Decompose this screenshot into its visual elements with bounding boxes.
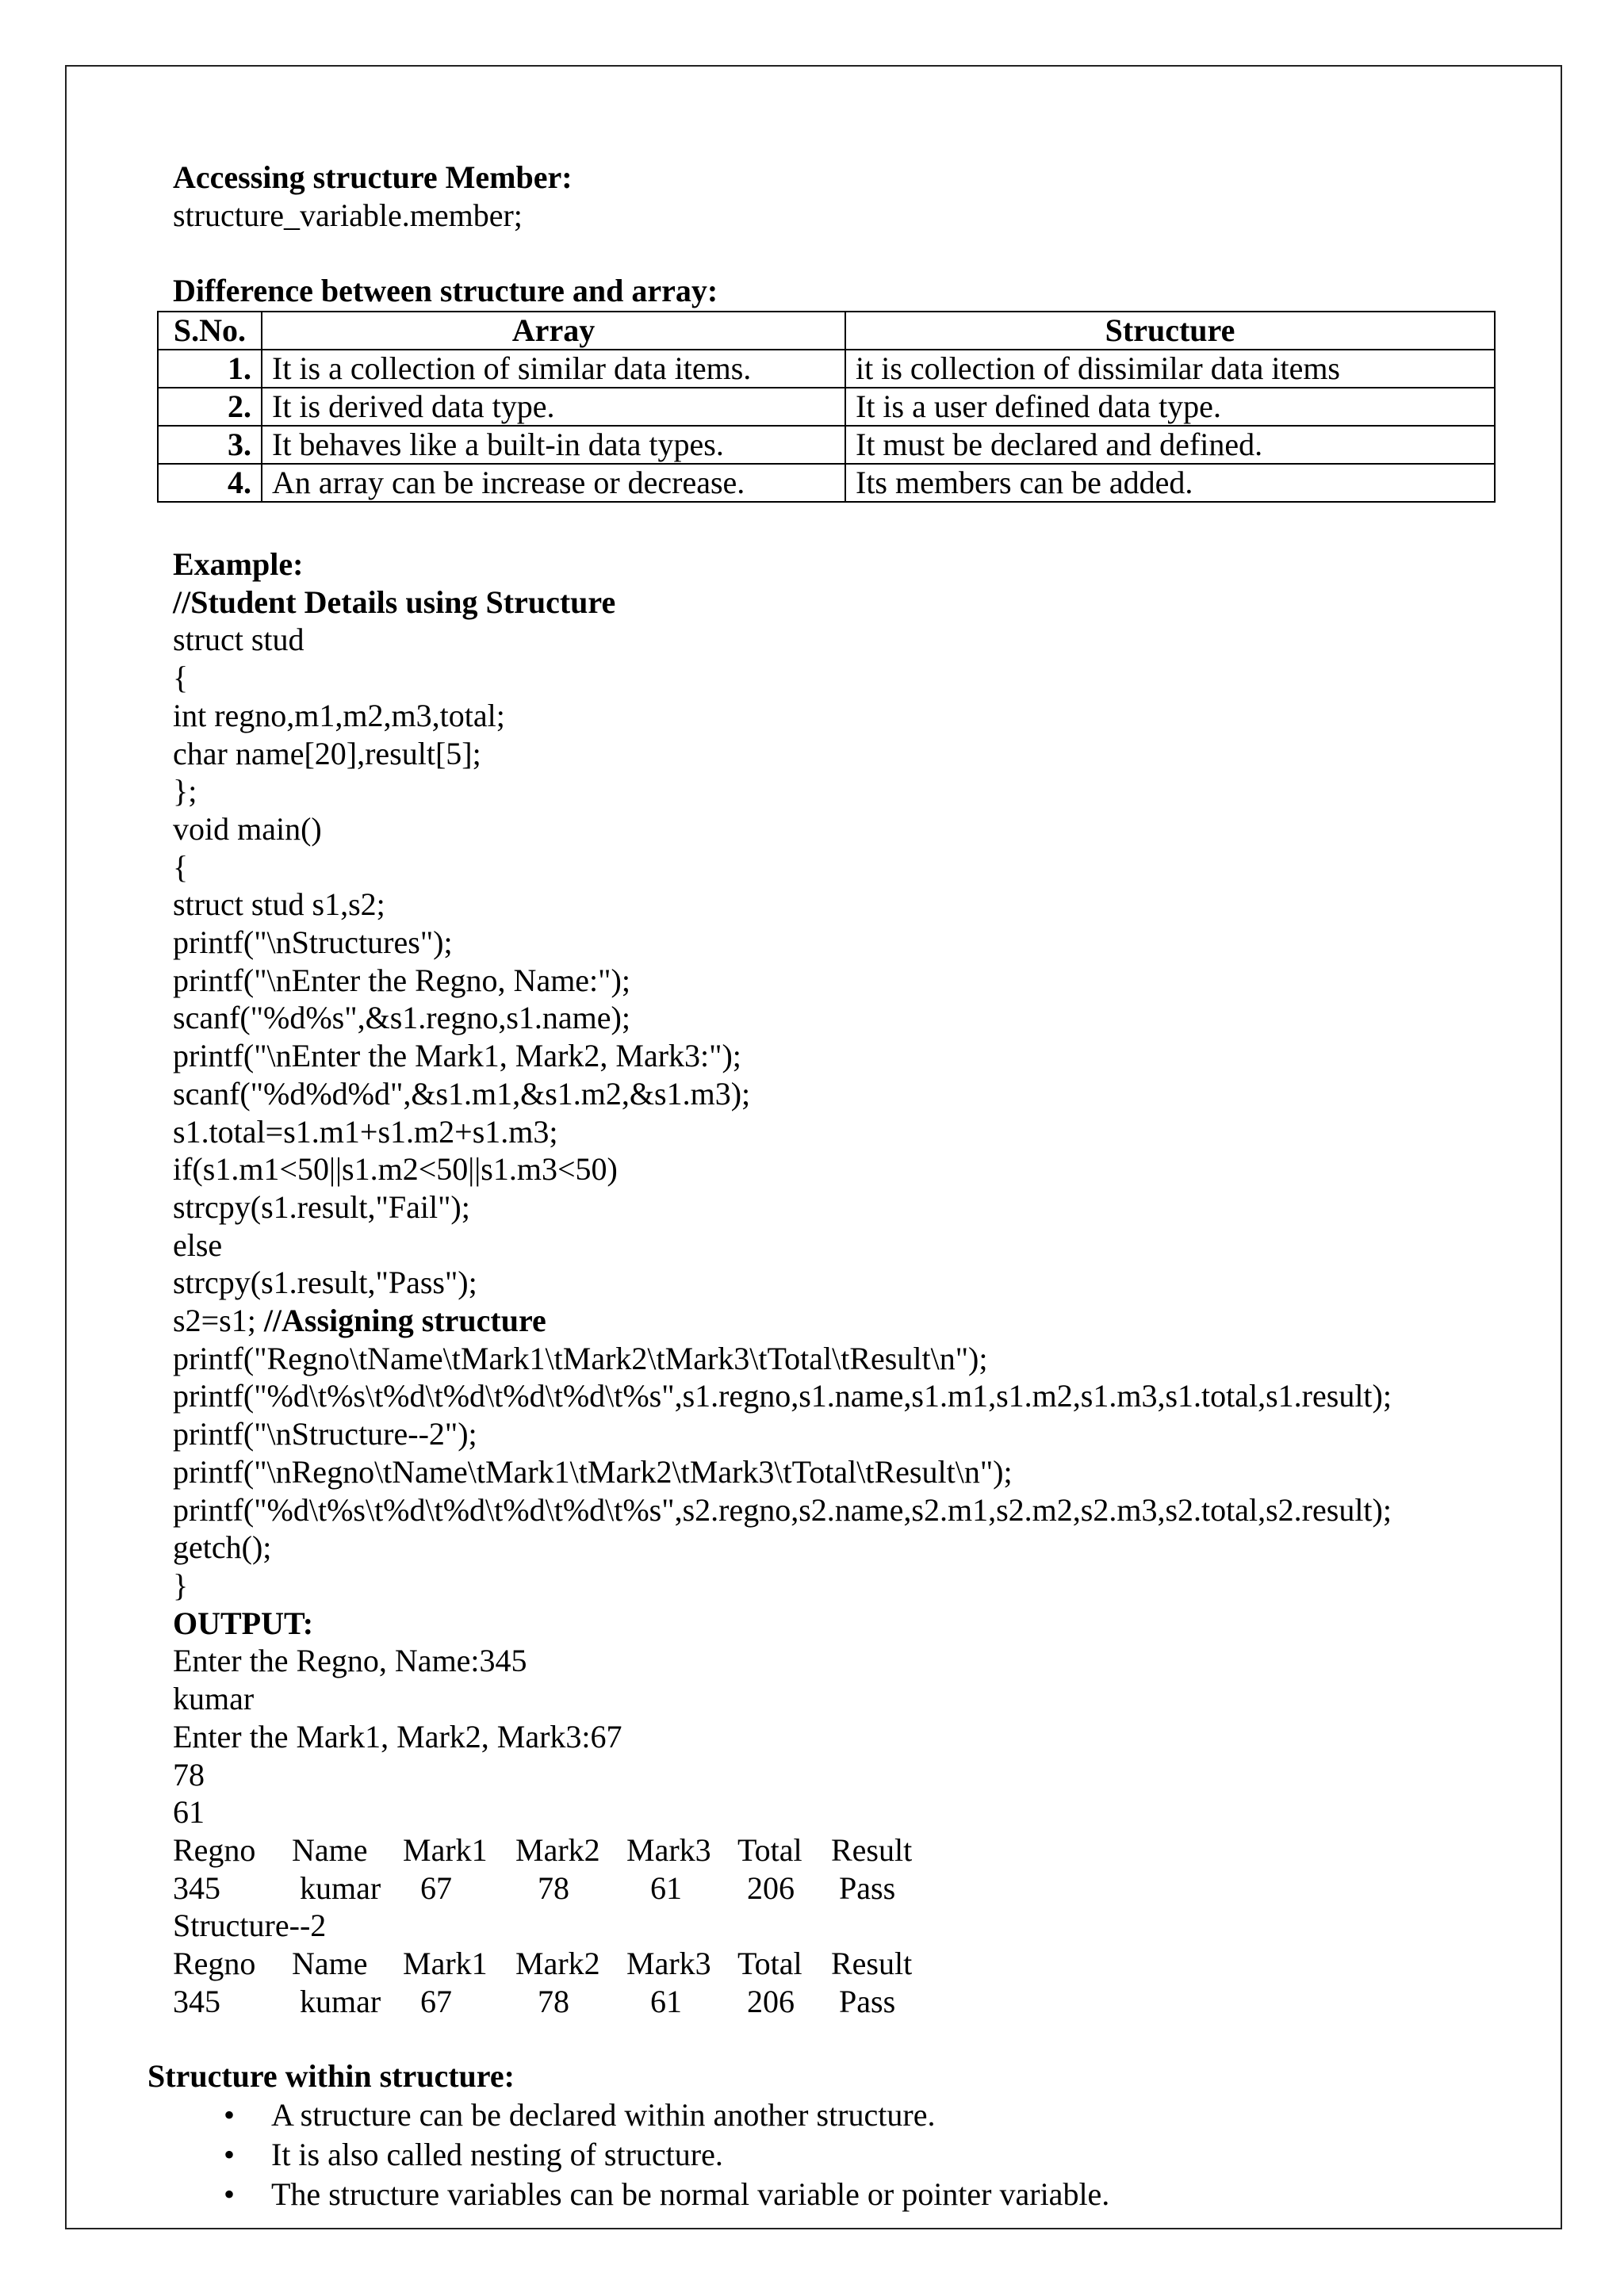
- cell-sno: 1.: [158, 350, 262, 388]
- output-line: 78: [173, 1756, 205, 1793]
- cell-structure: it is collection of dissimilar data items: [845, 350, 1495, 388]
- cell-sno: 2.: [158, 388, 262, 426]
- code-block: [173, 1340, 1392, 1605]
- out-cell: 67: [420, 1869, 452, 1906]
- code-line: if(s1.m1<50||s1.m2<50||s1.m3<50): [173, 1151, 618, 1188]
- code-line: printf("\nStructure--2");: [173, 1416, 477, 1452]
- code-block: [173, 621, 1392, 1302]
- output-header-row: [173, 1945, 912, 1983]
- code-line: printf("\nStructures");: [173, 924, 453, 961]
- code-line: scanf("%d%s",&s1.regno,s1.name);: [173, 1000, 630, 1036]
- out-cell: Total: [737, 1946, 802, 1982]
- table-header-row: [158, 312, 1495, 350]
- output-line: 61: [173, 1794, 205, 1831]
- access-syntax: structure_variable.member;: [173, 197, 523, 233]
- out-cell: 78: [538, 1983, 569, 2019]
- out-cell: kumar: [300, 1869, 381, 1906]
- code-line: };: [173, 773, 197, 809]
- out-cell: 67: [420, 1983, 452, 2019]
- out-cell: kumar: [300, 1983, 381, 2019]
- output-heading: OUTPUT:: [173, 1605, 314, 1641]
- code-line: char name[20],result[5];: [173, 735, 481, 771]
- difference-table: [157, 311, 1496, 503]
- out-cell: 61: [650, 1869, 682, 1906]
- table-row: [158, 388, 1495, 426]
- code-line: {: [173, 848, 189, 885]
- out-cell: 345: [173, 1983, 220, 2019]
- cell-structure: It must be declared and defined.: [845, 426, 1495, 464]
- code-line: printf("%d\t%s\t%d\t%d\t%d\t%d\t%s",s2.regno,s2.name,s2.m1,s2.m2,s2.m3,s2.total,s2.result);: [173, 1491, 1392, 1528]
- output-line: Enter the Regno, Name:345: [173, 1643, 527, 1679]
- code-line: s1.total=s1.m1+s1.m2+s1.m3;: [173, 1113, 558, 1150]
- list-item: • The structure variables can be normal variable or pointer variable.: [224, 2175, 1109, 2214]
- output-header-row: [173, 1831, 912, 1869]
- cell-array: An array can be increase or decrease.: [262, 464, 845, 502]
- code-line: printf("%d\t%s\t%d\t%d\t%d\t%d\t%s",s1.regno,s1.name,s1.m1,s1.m2,s1.m3,s1.total,s1.result);: [173, 1378, 1392, 1414]
- code-line: }: [173, 1567, 189, 1603]
- header-sno: S.No.: [158, 312, 262, 350]
- out-cell: 78: [538, 1869, 569, 1906]
- out-cell: Name: [292, 1946, 368, 1982]
- code-line: getch();: [173, 1529, 272, 1566]
- out-cell: Mark1: [403, 1946, 488, 1982]
- nested-heading: Structure within structure:: [147, 2058, 515, 2094]
- out-cell: Total: [737, 1831, 802, 1868]
- out-cell: 345: [173, 1869, 220, 1906]
- code-line: printf("\nRegno\tName\tMark1\tMark2\tMark3\tTotal\tResult\n");: [173, 1453, 1013, 1490]
- cell-array: It is derived data type.: [262, 388, 845, 426]
- example-comment: //Student Details using Structure: [173, 584, 616, 620]
- list-item: • A structure can be declared within another structure.: [224, 2095, 1109, 2135]
- code-line: void main(): [173, 810, 322, 847]
- access-heading: Accessing structure Member:: [173, 159, 573, 195]
- cell-sno: 3.: [158, 426, 262, 464]
- code-line: else: [173, 1226, 223, 1263]
- code-line: printf("\nEnter the Mark1, Mark2, Mark3:");: [173, 1038, 741, 1074]
- out-cell: Mark2: [515, 1946, 600, 1982]
- output-table: [173, 1831, 912, 1907]
- output-divider: Structure--2: [173, 1908, 327, 1944]
- cell-array: It behaves like a built-in data types.: [262, 426, 845, 464]
- out-cell: Mark3: [626, 1831, 711, 1868]
- header-array: Array: [262, 312, 845, 350]
- assign-comment: //Assigning structure: [263, 1303, 546, 1339]
- code-line: printf("Regno\tName\tMark1\tMark2\tMark3\tTotal\tResult\n");: [173, 1340, 988, 1376]
- header-structure: Structure: [845, 312, 1495, 350]
- code-line: struct stud: [173, 622, 304, 658]
- code-line: int regno,m1,m2,m3,total;: [173, 697, 505, 733]
- table-row: [158, 426, 1495, 464]
- assign-code: s2=s1;: [173, 1303, 264, 1339]
- table-row: [158, 464, 1495, 502]
- out-cell: Mark3: [626, 1946, 711, 1982]
- code-line-assign: [173, 1302, 1392, 1340]
- output-lines: [173, 1642, 1392, 1831]
- access-section: [173, 159, 1521, 309]
- out-cell: 206: [747, 1983, 795, 2019]
- output-line: Enter the Mark1, Mark2, Mark3:67: [173, 1718, 622, 1755]
- out-cell: Name: [292, 1831, 368, 1868]
- out-cell: Mark2: [515, 1831, 600, 1868]
- output-line: kumar: [173, 1681, 255, 1717]
- out-cell: Pass: [839, 1983, 896, 2019]
- output-row: [173, 1869, 912, 1908]
- example-section: [173, 545, 1392, 2020]
- difference-heading: Difference between structure and array:: [173, 272, 718, 308]
- out-cell: Result: [831, 1946, 913, 1982]
- out-cell: Result: [831, 1831, 913, 1868]
- code-line: printf("\nEnter the Regno, Name:");: [173, 962, 630, 998]
- nested-bullet-list: [224, 2095, 1109, 2214]
- output-table: [173, 1945, 912, 2020]
- out-cell: 61: [650, 1983, 682, 2019]
- cell-structure: It is a user defined data type.: [845, 388, 1495, 426]
- table-row: [158, 350, 1495, 388]
- code-line: struct stud s1,s2;: [173, 886, 385, 923]
- out-cell: 206: [747, 1869, 795, 1906]
- out-cell: Mark1: [403, 1831, 488, 1868]
- code-line: strcpy(s1.result,"Fail");: [173, 1188, 470, 1225]
- cell-sno: 4.: [158, 464, 262, 502]
- out-cell: Regno: [173, 1831, 256, 1868]
- out-cell: Regno: [173, 1946, 256, 1982]
- output-row: [173, 1983, 912, 2021]
- example-heading: Example:: [173, 546, 304, 582]
- code-line: {: [173, 660, 189, 696]
- code-line: scanf("%d%d%d",&s1.m1,&s1.m2,&s1.m3);: [173, 1075, 751, 1112]
- list-item: • It is also called nesting of structure.: [224, 2135, 1109, 2175]
- code-line: strcpy(s1.result,"Pass");: [173, 1265, 477, 1301]
- cell-array: It is a collection of similar data items.: [262, 350, 845, 388]
- cell-structure: Its members can be added.: [845, 464, 1495, 502]
- out-cell: Pass: [839, 1869, 896, 1906]
